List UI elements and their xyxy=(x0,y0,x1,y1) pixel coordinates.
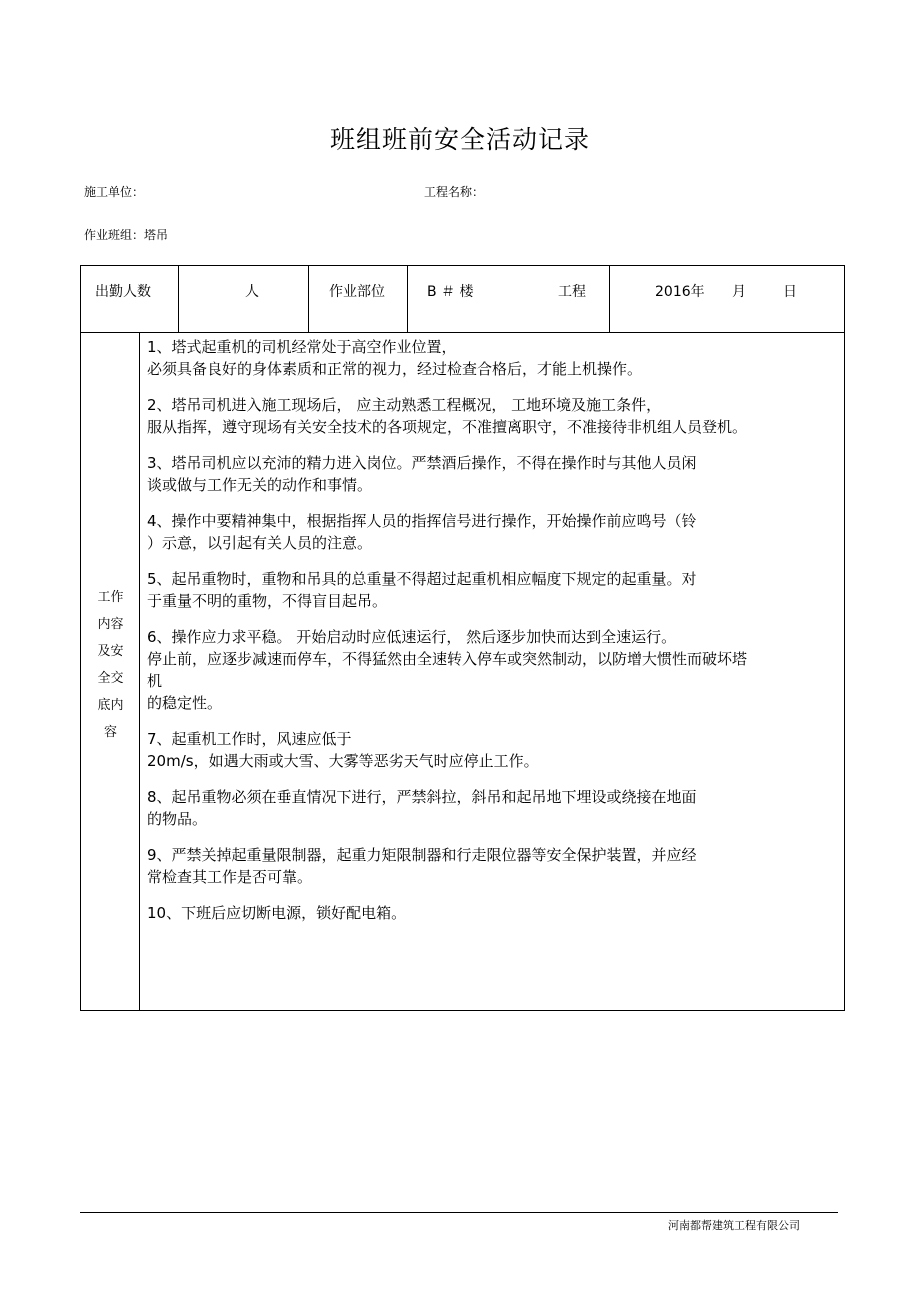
instruction-line: 20m/s，如遇大雨或大雪、大雾等恶劣天气时应停止工作。 xyxy=(147,752,539,770)
instruction-line: 常检查其工作是否可靠。 xyxy=(147,868,313,886)
instruction-line: 服从指挥，遵守现场有关安全技术的各项规定，不准擅离职守，不准接待非机组人员登机。 xyxy=(147,418,748,436)
company-name: 河南都帮建筑工程有限公司 xyxy=(668,1219,800,1232)
instruction-line: 必须具备良好的身体素质和正常的视力，经过检查合格后，才能上机操作。 xyxy=(147,360,643,378)
side-label-line: 容 xyxy=(103,725,117,740)
instruction-line: 的物品。 xyxy=(147,810,208,828)
instruction-item xyxy=(147,786,838,830)
header-row xyxy=(81,266,844,333)
instruction-line: 2、塔吊司机进入施工现场后， 应主动熟悉工程概况， 工地环境及施工条件， xyxy=(147,396,662,414)
engineering-label: 工程 xyxy=(558,284,586,300)
page-title: 班组班前安全活动记录 xyxy=(329,125,590,154)
year-field: 2016年 xyxy=(655,284,705,300)
construction-unit-label: 施工单位： xyxy=(84,185,145,199)
instruction-item xyxy=(147,394,838,438)
month-field: 月 xyxy=(732,284,746,300)
day-field: 日 xyxy=(783,284,797,300)
instruction-line: 谈或做与工作无关的动作和事情。 xyxy=(147,476,373,494)
instruction-item xyxy=(147,568,838,612)
instruction-line: 1、塔式起重机的司机经常处于高空作业位置， xyxy=(147,338,457,356)
footer-divider xyxy=(80,1212,838,1213)
work-content-label xyxy=(81,333,140,1010)
instruction-line: 机 xyxy=(147,672,163,690)
instruction-item xyxy=(147,510,838,554)
instruction-item xyxy=(147,452,838,496)
instruction-line: 6、操作应力求平稳。 开始启动时应低速运行， 然后逐步加快而达到全速运行。 xyxy=(147,628,677,646)
instruction-line: 停止前，应逐步减速而停车，不得猛然由全速转入停车或突然制动，以防增大惯性而破坏塔 xyxy=(147,650,748,668)
instruction-line: ）示意，以引起有关人员的注意。 xyxy=(147,534,373,552)
divider xyxy=(308,266,309,332)
instruction-line: 于重量不明的重物，不得盲目起吊。 xyxy=(147,592,388,610)
project-name-label: 工程名称： xyxy=(424,185,485,199)
instruction-line: 5、起吊重物时，重物和吊具的总重量不得超过起重机相应幅度下规定的起重量。对 xyxy=(147,570,697,588)
side-label-line: 工作 xyxy=(97,590,124,605)
work-location-label: 作业部位 xyxy=(329,284,385,300)
instruction-line: 8、起吊重物必须在垂直情况下进行，严禁斜拉，斜吊和起吊地下埋设或绕接在地面 xyxy=(147,788,697,806)
divider xyxy=(609,266,610,332)
instruction-line: 4、操作中要精神集中，根据指挥人员的指挥信号进行操作，开始操作前应鸣号（铃 xyxy=(147,512,697,530)
instruction-item xyxy=(147,844,838,888)
side-label-line: 内容 xyxy=(97,617,124,632)
instruction-item xyxy=(147,902,838,924)
safety-record-table xyxy=(80,265,845,1011)
safety-instructions xyxy=(147,336,838,938)
instruction-line: 的稳定性。 xyxy=(147,694,223,712)
instruction-line: 3、塔吊司机应以充沛的精力进入岗位。严禁酒后操作，不得在操作时与其他人员闲 xyxy=(147,454,697,472)
divider xyxy=(178,266,179,332)
instruction-item xyxy=(147,728,838,772)
attendance-label: 出勤人数 xyxy=(95,284,151,300)
person-unit: 人 xyxy=(245,284,259,300)
work-team-label: 作业班组：塔吊 xyxy=(84,228,169,242)
instruction-item xyxy=(147,626,838,714)
instruction-line: 7、起重机工作时，风速应低于 xyxy=(147,730,352,748)
side-label-line: 底内 xyxy=(97,698,124,713)
building-value: B ＃ 楼 xyxy=(427,284,474,300)
instruction-item xyxy=(147,336,838,380)
instruction-line: 9、严禁关掉起重量限制器，起重力矩限制器和行走限位器等安全保护装置，并应经 xyxy=(147,846,697,864)
side-label-line: 及安 xyxy=(97,644,124,659)
side-label-line: 全交 xyxy=(97,671,124,686)
divider xyxy=(407,266,408,332)
instruction-line: 10、下班后应切断电源，锁好配电箱。 xyxy=(147,904,407,922)
